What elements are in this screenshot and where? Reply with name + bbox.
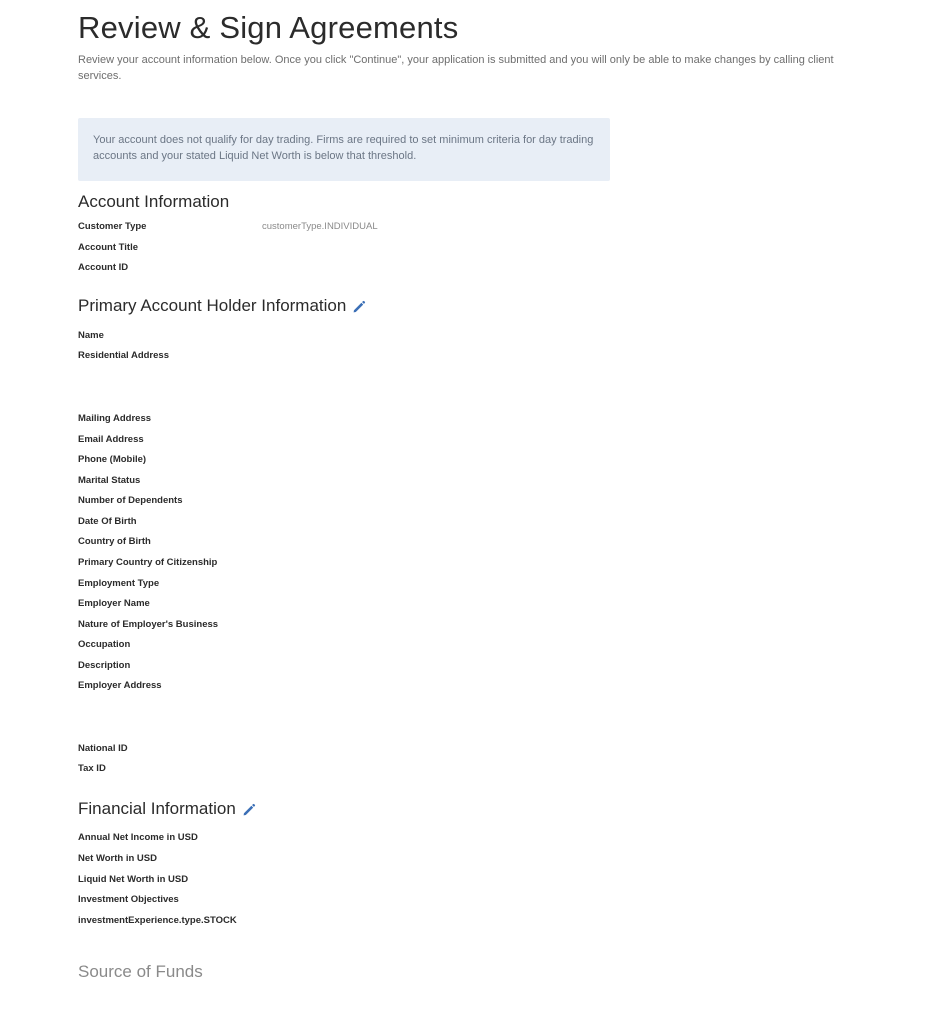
tax-id-label: Tax ID bbox=[78, 763, 106, 774]
description-label: Description bbox=[78, 660, 131, 671]
customer-type-label: Customer Type bbox=[78, 221, 147, 232]
country-of-birth-label: Country of Birth bbox=[78, 536, 151, 547]
primary-holder-title-text: Primary Account Holder Information bbox=[78, 296, 347, 315]
employer-address-label: Employer Address bbox=[78, 680, 162, 691]
phone-mobile-label: Phone (Mobile) bbox=[78, 454, 147, 465]
annual-net-income-label: Annual Net Income in USD bbox=[78, 832, 198, 843]
employment-type-label: Employment Type bbox=[78, 578, 160, 589]
marital-status-label: Marital Status bbox=[78, 475, 141, 486]
email-address-label: Email Address bbox=[78, 434, 144, 445]
account-id-label: Account ID bbox=[78, 262, 129, 273]
financial-information-title bbox=[78, 799, 256, 819]
employer-name-label: Employer Name bbox=[78, 598, 150, 609]
liquid-net-worth-label: Liquid Net Worth in USD bbox=[78, 874, 189, 885]
pencil-icon[interactable] bbox=[242, 802, 256, 816]
source-of-funds-title-text: Source of Funds bbox=[78, 962, 203, 981]
primary-citizenship-label: Primary Country of Citizenship bbox=[78, 557, 218, 568]
account-information-title bbox=[78, 192, 229, 212]
account-title-label: Account Title bbox=[78, 242, 138, 253]
primary-holder-title bbox=[78, 296, 366, 316]
net-worth-label: Net Worth in USD bbox=[78, 853, 157, 864]
intro-text: Review your account information below. Once you click "Continue", your application is submitted and you will only be able to make changes by calling client services. bbox=[78, 54, 834, 82]
account-information-title-text: Account Information bbox=[78, 192, 230, 211]
pencil-icon[interactable] bbox=[352, 299, 366, 313]
investment-experience-stock-label: investmentExperience.type.STOCK bbox=[78, 915, 237, 926]
page-title: Review & Sign Agreements bbox=[78, 10, 459, 45]
date-of-birth-label: Date Of Birth bbox=[78, 516, 137, 527]
mailing-address-label: Mailing Address bbox=[78, 413, 152, 424]
financial-information-title-text: Financial Information bbox=[78, 799, 236, 818]
number-of-dependents-label: Number of Dependents bbox=[78, 495, 183, 506]
employer-business-label: Nature of Employer's Business bbox=[78, 619, 219, 630]
residential-address-label: Residential Address bbox=[78, 350, 169, 361]
day-trading-notice: Your account does not qualify for day trading. Firms are required to set minimum criteria for day trading accounts and your stated Liquid Net Worth is below that threshold. bbox=[78, 118, 610, 181]
source-of-funds-title bbox=[78, 962, 203, 982]
name-label: Name bbox=[78, 330, 104, 341]
occupation-label: Occupation bbox=[78, 639, 131, 650]
customer-type-value: customerType.INDIVIDUAL bbox=[262, 221, 378, 232]
investment-objectives-label: Investment Objectives bbox=[78, 894, 179, 905]
national-id-label: National ID bbox=[78, 743, 128, 754]
